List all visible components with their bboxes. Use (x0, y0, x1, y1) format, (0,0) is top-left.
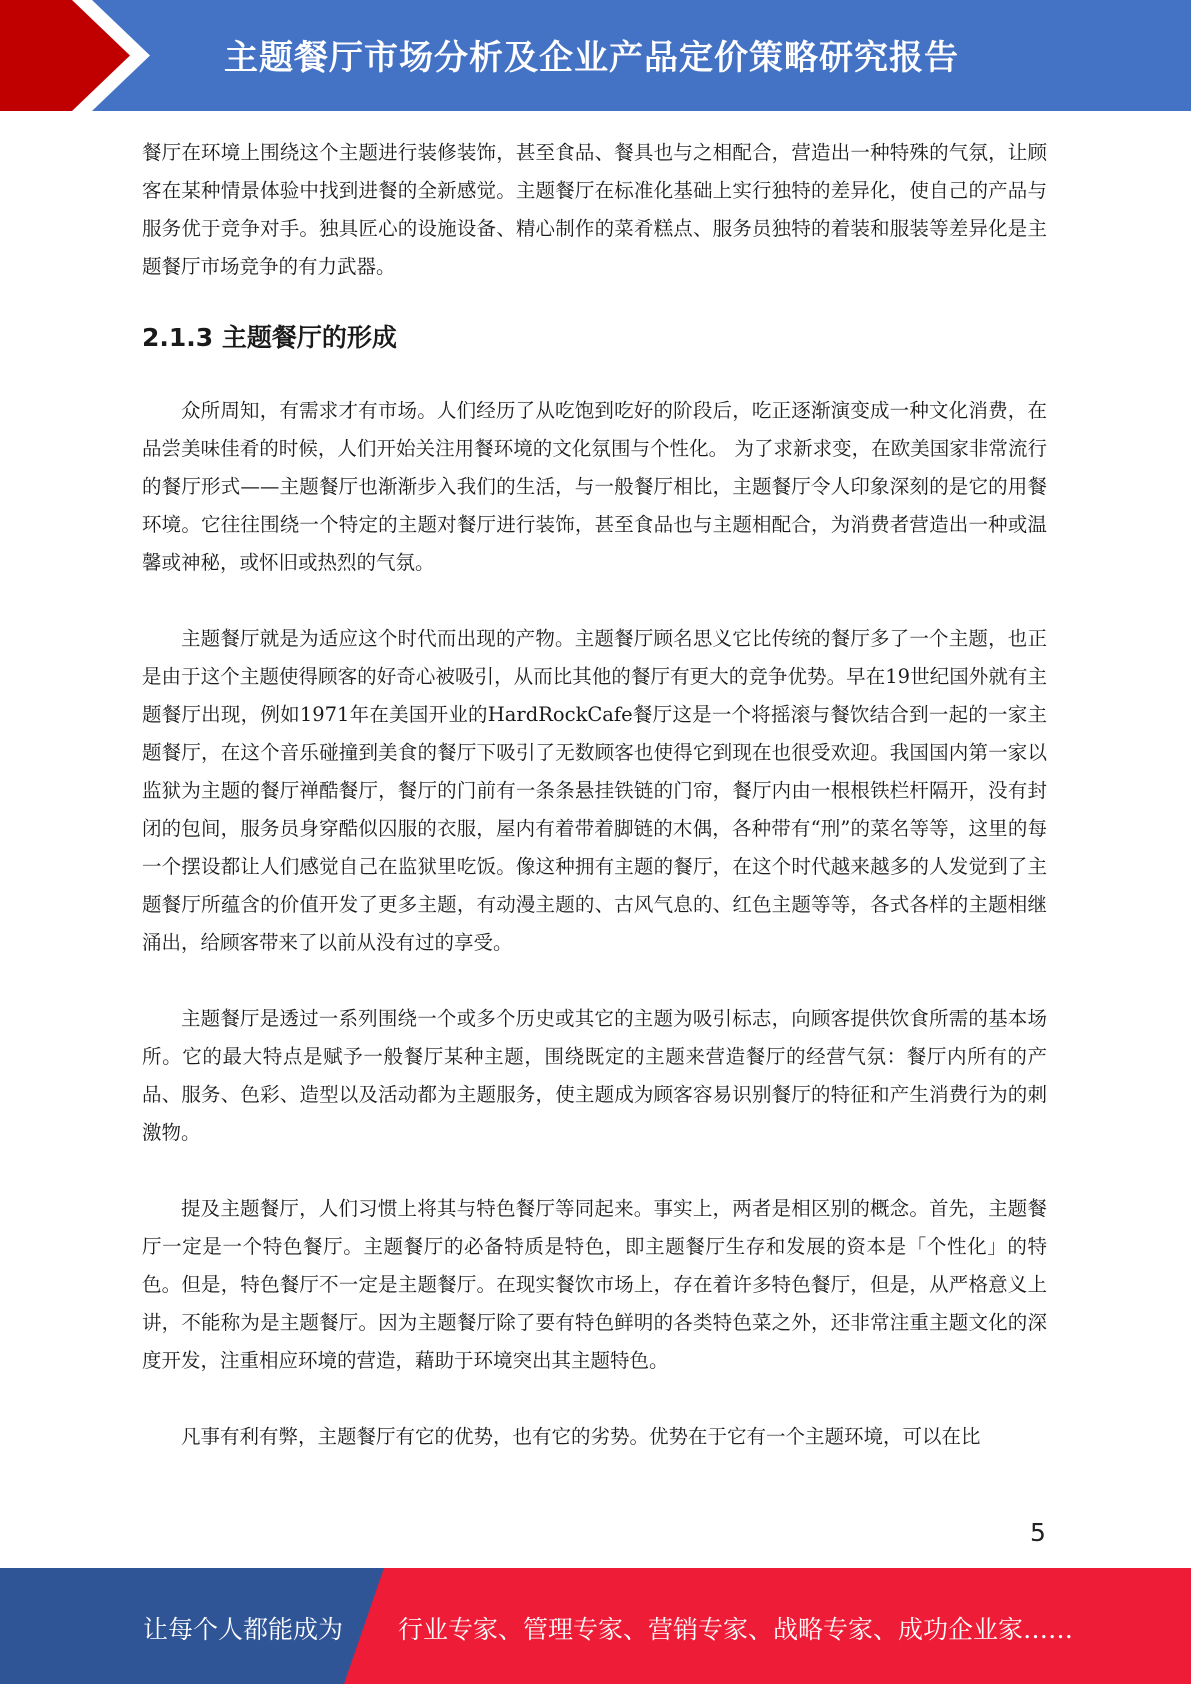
header-arrow-decoration (0, 0, 160, 111)
intro-paragraph: 餐厅在环境上围绕这个主题进行装修装饰，甚至食品、餐具也与之相配合，营造出一种特殊的气氛，让顾客在某种情景体验中找到进餐的全新感觉。主题餐厅在标准化基础上实行独特的差异化，使自己的产品与服务优于竞争对手。独具匠心的设施设备、精心制作的菜肴糕点、服务员独特的着装和服装等差异化是主题餐厅市场竞争的有力武器。 (142, 141, 1047, 278)
body-paragraph-5: 凡事有利有弊，主题餐厅有它的优势，也有它的劣势。优势在于它有一个主题环境，可以在比 (181, 1425, 981, 1448)
footer-slogan-right: 行业专家、管理专家、营销专家、战略专家、成功企业家…… (398, 1615, 1074, 1644)
body-paragraph-4: 提及主题餐厅，人们习惯上将其与特色餐厅等同起来。事实上，两者是相区别的概念。首先，主题餐厅一定是一个特色餐厅。主题餐厅的必备特质是特色，即主题餐厅生存和发展的资本是「个性化」的特色。但是，特色餐厅不一定是主题餐厅。在现实餐饮市场上，存在着许多特色餐厅，但是，从严格意义上讲，不能称为是主题餐厅。因为主题餐厅除了要有特色鲜明的各类特色菜之外，还非常注重主题文化的深度开发，注重相应环境的营造，藉助于环境突出其主题特色。 (142, 1197, 1047, 1372)
body-paragraph-1: 众所周知，有需求才有市场。人们经历了从吃饱到吃好的阶段后，吃正逐渐演变成一种文化消费，在品尝美味佳肴的时候，人们开始关注用餐环境的文化氛围与个性化。 为了求新求变，在欧美国家非常流行的餐厅形式——主题餐厅也渐渐步入我们的生活，与一般餐厅相比，主题餐厅令人印象深刻的是它的用餐环境。它往往围绕一个特定的主题对餐厅进行装饰，甚至食品也与主题相配合，为消费者营造出一种或温馨或神秘，或怀旧或热烈的气氛。 (142, 399, 1047, 574)
body-paragraph-2: 主题餐厅就是为适应这个时代而出现的产物。主题餐厅顾名思义它比传统的餐厅多了一个主题，也正是由于这个主题使得顾客的好奇心被吸引，从而比其他的餐厅有更大的竞争优势。早在19世纪国外就有主题餐厅出现，例如1971年在美国开业的HardRockCafe餐厅这是一个将摇滚与餐饮结合到一起的一家主题餐厅，在这个音乐碰撞到美食的餐厅下吸引了无数顾客也使得它到现在也很受欢迎。我国国内第一家以监狱为主题的餐厅禅酷餐厅，餐厅的门前有一条条悬挂铁链的门帘，餐厅内由一根根铁栏杆隔开，没有封闭的包间，服务员身穿酷似囚服的衣服，屋内有着带着脚链的木偶，各种带有“刑”的菜名等等，这里的每一个摆设都让人们感觉自己在监狱里吃饭。像这种拥有主题的餐厅，在这个时代越来越多的人发觉到了主题餐厅所蕴含的价值开发了更多主题，有动漫主题的、古风气息的、红色主题等等，各式各样的主题相继涌出，给顾客带来了以前从没有过的享受。 (142, 627, 1047, 954)
footer-slogan-left: 让每个人都能成为 (143, 1615, 344, 1644)
page-footer (0, 1568, 1191, 1684)
body-paragraph-3: 主题餐厅是透过一系列围绕一个或多个历史或其它的主题为吸引标志，向顾客提供饮食所需的基本场所。它的最大特点是赋予一般餐厅某种主题，围绕既定的主题来营造餐厅的经营气氛：餐厅内所有的产品、服务、色彩、造型以及活动都为主题服务，使主题成为顾客容易识别餐厅的特征和产生消费行为的刺激物。 (142, 1007, 1047, 1144)
document-body (142, 134, 1047, 1456)
page-number: 5 (1030, 1518, 1046, 1547)
page-header (0, 0, 1191, 111)
section-heading: 2.1.3 主题餐厅的形成 (142, 323, 397, 352)
report-title: 主题餐厅市场分析及企业产品定价策略研究报告 (224, 38, 959, 78)
